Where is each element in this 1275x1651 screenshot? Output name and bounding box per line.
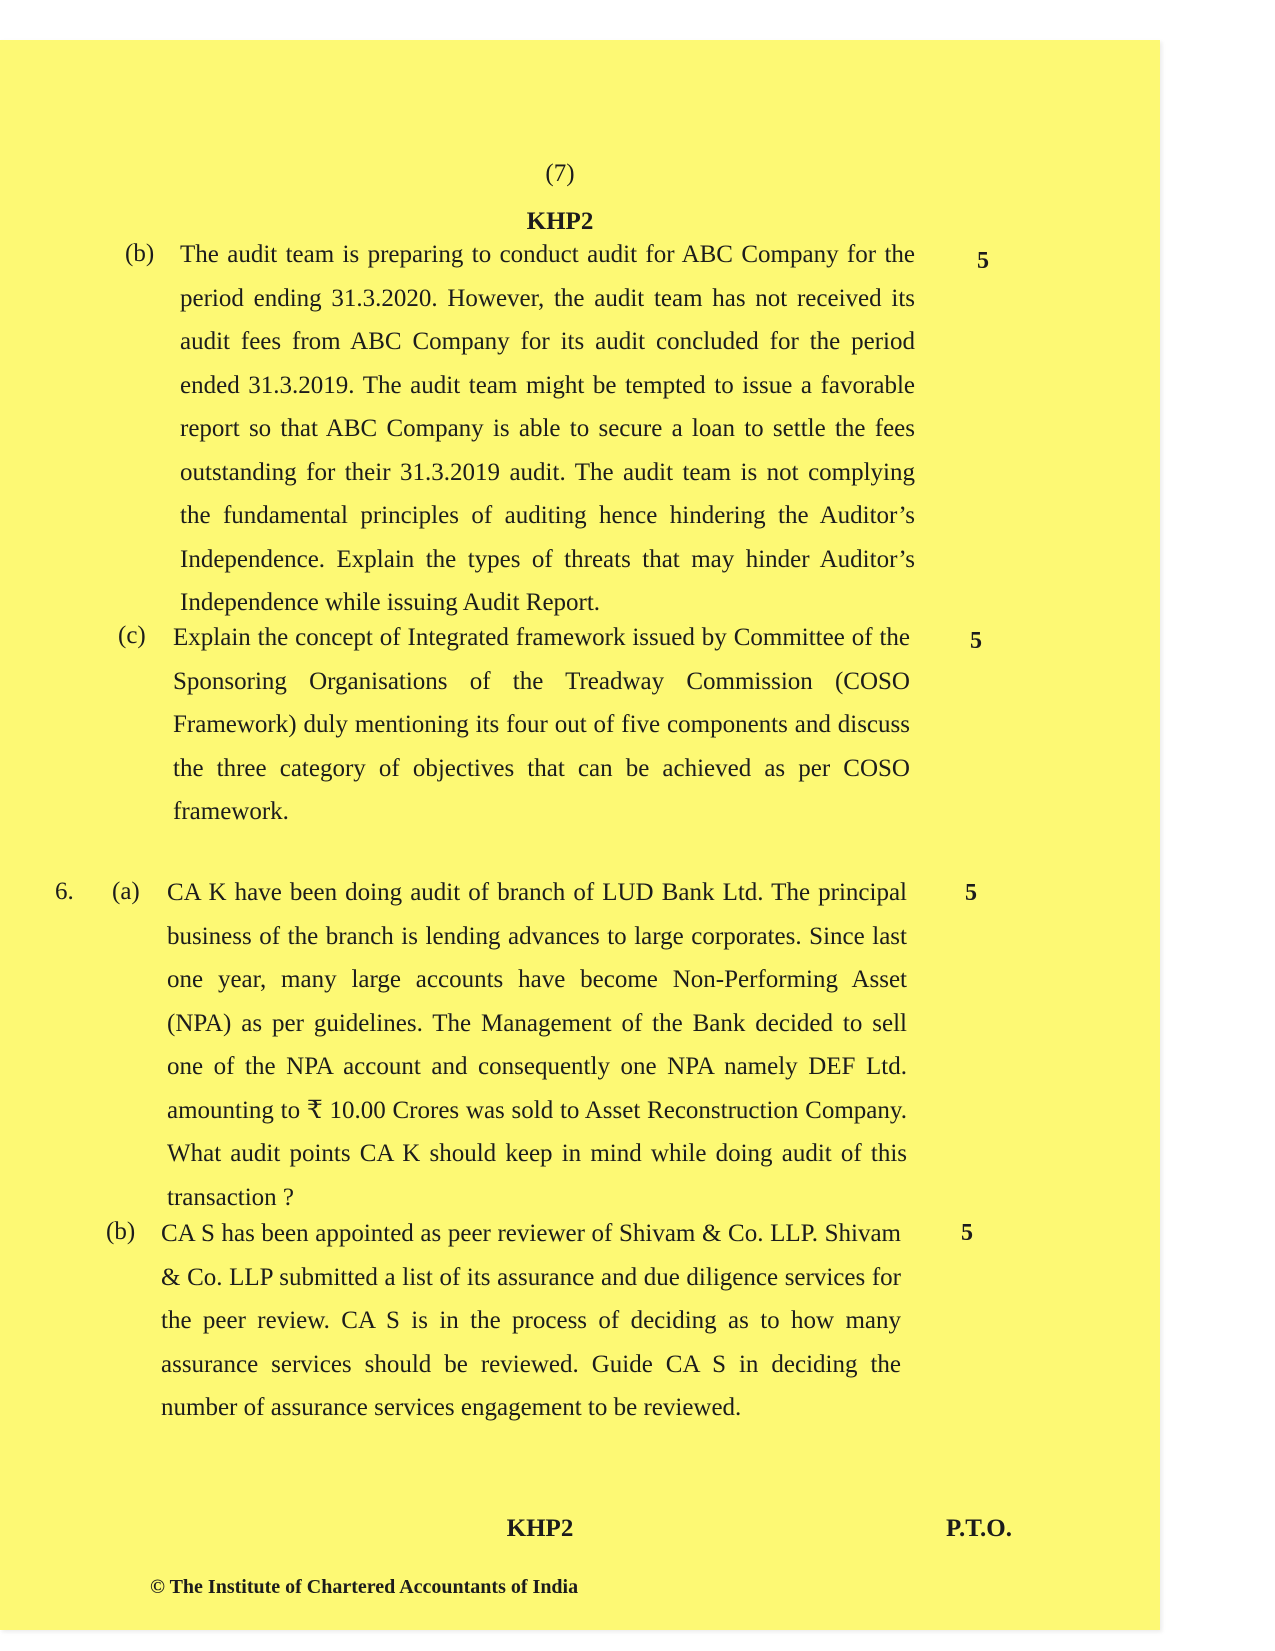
question-part-label: (b) [106, 1218, 136, 1245]
question-marks: 5 [977, 248, 989, 274]
question-marks: 5 [965, 880, 977, 906]
paper-code-footer: KHP2 [506, 1515, 574, 1542]
question-part-label: (a) [112, 878, 140, 905]
question-part-label: (b) [125, 240, 155, 267]
paper-code-header: KHP2 [526, 208, 594, 235]
question-marks: 5 [970, 628, 982, 654]
question-part-label: (c) [118, 622, 146, 649]
question-marks: 5 [961, 1220, 973, 1246]
copyright-notice: © The Institute of Chartered Accountants of India [150, 1576, 579, 1598]
pto-label: P.T.O. [946, 1515, 1012, 1542]
question-text: CA K have been doing audit of branch of LUD Bank Ltd. The principal business of the branch is lending advances to large corporates. Since last one year, many large accounts have become Non-Performing Asset (NPA) as per guidelines. The Management of the Bank decided to sell one of the NPA account and consequently one NPA namely DEF Ltd. amounting to ₹ 10.00 Crores was sold to Asset Reconstruction Company. What audit points CA K should keep in mind while doing audit of this transaction ? [167, 879, 907, 1211]
question-text: The audit team is preparing to conduct audit for ABC Company for the period ending 31.3.2020. However, the audit team has not received its audit fees from ABC Company for its audit concluded for the period ended 31.3.2019. The audit team might be tempted to issue a favorable report so that ABC Company is able to secure a loan to settle the fees outstanding for their 31.3.2019 audit. The audit team is not complying the fundamental principles of auditing hence hindering the Auditor’s Independence. Explain the types of threats that may hinder Auditor’s Independence while issuing Audit Report. [180, 241, 915, 616]
question-number: 6. [55, 878, 74, 905]
page-number: (7) [545, 160, 575, 187]
question-text: CA S has been appointed as peer reviewer of Shivam & Co. LLP. Shivam & Co. LLP submitted a list of its assurance and due diligence services for the peer review. CA S is in the process of deciding as to how many assurance services should be reviewed. Guide CA S in deciding the number of assurance services engagement to be reviewed. [161, 1220, 901, 1421]
question-text: Explain the concept of Integrated framework issued by Committee of the Sponsoring Organisations of the Treadway Commission (COSO Framework) duly mentioning its four out of five components and discuss the three category of objectives that can be achieved as per COSO framework. [173, 624, 910, 825]
